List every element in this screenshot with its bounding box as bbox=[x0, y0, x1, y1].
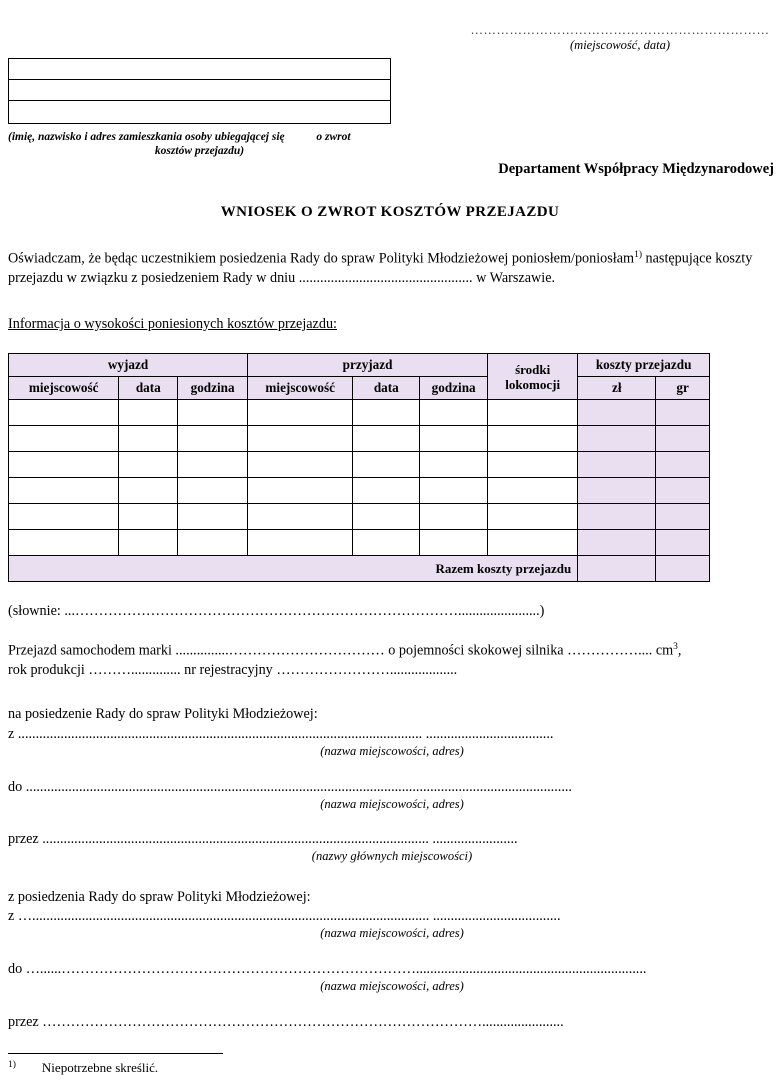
trip-to-from-caption: (nazwa miejscowości, adres) bbox=[320, 744, 464, 758]
table-row[interactable] bbox=[9, 426, 710, 452]
header-srodki-lokomocji: środki lokomocji bbox=[488, 354, 578, 400]
cell-zl[interactable] bbox=[578, 530, 656, 556]
address-caption-line1: (imię, nazwisko i adres zamieszkania osoby ubiegającej się bbox=[8, 131, 285, 143]
cell-godzina-przyjazd[interactable] bbox=[420, 504, 488, 530]
footnote-divider bbox=[8, 1053, 223, 1054]
header-wyjazd: wyjazd bbox=[9, 354, 248, 377]
cell-godzina-przyjazd[interactable] bbox=[420, 452, 488, 478]
cell-miejscowosc-wyjazd[interactable] bbox=[9, 478, 119, 504]
cell-miejscowosc-przyjazd[interactable] bbox=[248, 530, 353, 556]
place-date-dotted-line: …………………………………………………………… bbox=[470, 23, 770, 37]
cell-godzina-przyjazd[interactable] bbox=[420, 400, 488, 426]
statement-text-part1: Oświadczam, że będąc uczestnikiem posiedzenia Rady do spraw Polityki Młodzieżowej poniosłem/poniosłam bbox=[8, 250, 635, 267]
statement-paragraph bbox=[8, 246, 778, 288]
cell-data-wyjazd[interactable] bbox=[119, 426, 178, 452]
cell-gr[interactable] bbox=[656, 478, 710, 504]
trip-from-via-field bbox=[8, 1014, 776, 1032]
cell-srodki-lokomocji[interactable] bbox=[488, 452, 578, 478]
subheader-data-wyjazd: data bbox=[119, 377, 178, 400]
trip-to-from-field bbox=[8, 726, 776, 759]
trip-from-destination-line[interactable]: do …......…………………………………………………………………................................................................. bbox=[8, 961, 647, 977]
trip-to-destination-caption: (nazwa miejscowości, adres) bbox=[320, 797, 464, 811]
table-row[interactable] bbox=[9, 478, 710, 504]
cell-data-wyjazd[interactable] bbox=[119, 530, 178, 556]
header-przyjazd: przyjazd bbox=[248, 354, 488, 377]
place-date-block bbox=[470, 24, 770, 53]
trip-from-origin-caption: (nazwa miejscowości, adres) bbox=[320, 926, 464, 940]
cell-data-przyjazd[interactable] bbox=[353, 530, 420, 556]
cell-miejscowosc-wyjazd[interactable] bbox=[9, 426, 119, 452]
cell-godzina-wyjazd[interactable] bbox=[178, 426, 248, 452]
cell-miejscowosc-przyjazd[interactable] bbox=[248, 504, 353, 530]
cell-miejscowosc-przyjazd[interactable] bbox=[248, 478, 353, 504]
cell-miejscowosc-wyjazd[interactable] bbox=[9, 530, 119, 556]
address-line-1[interactable] bbox=[9, 59, 390, 80]
address-caption-gap-word: o zwrot bbox=[316, 131, 351, 143]
cell-data-wyjazd[interactable] bbox=[119, 478, 178, 504]
trip-to-via-line[interactable]: przez ............................................................................................................. ........................ bbox=[8, 831, 518, 847]
table-row[interactable] bbox=[9, 530, 710, 556]
trip-to-from-line[interactable]: z .................................................................................................................. .................................... bbox=[8, 726, 554, 742]
table-row[interactable] bbox=[9, 504, 710, 530]
total-gr[interactable] bbox=[656, 556, 710, 582]
trip-from-origin-field bbox=[8, 908, 776, 941]
address-caption-line2: kosztów przejazdu) bbox=[154, 145, 245, 157]
table-row[interactable] bbox=[9, 452, 710, 478]
cell-gr[interactable] bbox=[656, 400, 710, 426]
cell-godzina-przyjazd[interactable] bbox=[420, 478, 488, 504]
vehicle-line-2[interactable]: rok produkcji ……….............. nr rejestracyjny ……………………................... bbox=[8, 661, 458, 678]
cell-godzina-wyjazd[interactable] bbox=[178, 530, 248, 556]
footnote-mark: 1) bbox=[8, 1060, 16, 1070]
cell-godzina-wyjazd[interactable] bbox=[178, 400, 248, 426]
cell-gr[interactable] bbox=[656, 504, 710, 530]
cell-zl[interactable] bbox=[578, 478, 656, 504]
cell-miejscowosc-wyjazd[interactable] bbox=[9, 504, 119, 530]
page-title: WNIOSEK O ZWROT KOSZTÓW PRZEJAZDU bbox=[220, 204, 560, 220]
address-line-2[interactable] bbox=[9, 80, 390, 101]
cell-godzina-wyjazd[interactable] bbox=[178, 478, 248, 504]
header-koszty-przejazdu: koszty przejazdu bbox=[578, 354, 710, 377]
subheader-godzina-wyjazd: godzina bbox=[178, 377, 248, 400]
cell-data-wyjazd[interactable] bbox=[119, 504, 178, 530]
statement-text-part2: następujące koszty przejazdu w związku z posiedzeniem Rady w dniu ................................................. w Warszawie. bbox=[8, 250, 753, 286]
footnote-text: Niepotrzebne skreślić. bbox=[41, 1060, 159, 1076]
cell-miejscowosc-wyjazd[interactable] bbox=[9, 452, 119, 478]
footnote bbox=[8, 1060, 158, 1076]
vehicle-line-1a[interactable]: Przejazd samochodem marki ...............…………………………… o pojemności skokowej silnika …………….... cm bbox=[8, 642, 674, 659]
address-line-3[interactable] bbox=[9, 101, 390, 123]
cell-srodki-lokomocji[interactable] bbox=[488, 504, 578, 530]
cell-data-przyjazd[interactable] bbox=[353, 452, 420, 478]
table-row[interactable] bbox=[9, 400, 710, 426]
trip-to-via-caption: (nazwy głównych miejscowości) bbox=[311, 849, 473, 863]
cell-miejscowosc-przyjazd[interactable] bbox=[248, 426, 353, 452]
cell-data-wyjazd[interactable] bbox=[119, 452, 178, 478]
department-label: Departament Współpracy Międzynarodowej bbox=[498, 161, 774, 177]
table-total-row bbox=[9, 556, 710, 582]
table-sub-header-row bbox=[9, 377, 710, 400]
cell-srodki-lokomocji[interactable] bbox=[488, 530, 578, 556]
cell-miejscowosc-przyjazd[interactable] bbox=[248, 452, 353, 478]
subheader-godzina-przyjazd: godzina bbox=[420, 377, 488, 400]
cell-gr[interactable] bbox=[656, 530, 710, 556]
amount-in-words-line[interactable]: (słownie: ...……………………………………………………………………….......................) bbox=[8, 603, 545, 619]
cell-srodki-lokomocji[interactable] bbox=[488, 478, 578, 504]
trip-to-destination-field bbox=[8, 779, 776, 812]
cell-zl[interactable] bbox=[578, 426, 656, 452]
trip-from-heading: z posiedzenia Rady do spraw Polityki Młodzieżowej: bbox=[8, 889, 311, 905]
cell-zl[interactable] bbox=[578, 400, 656, 426]
statement-footnote-mark: 1) bbox=[634, 250, 642, 260]
trip-to-via-field bbox=[8, 831, 776, 864]
total-label: Razem koszty przejazdu bbox=[9, 556, 578, 582]
subheader-miejscowosc-wyjazd: miejscowość bbox=[9, 377, 119, 400]
subheader-data-przyjazd: data bbox=[353, 377, 420, 400]
vehicle-line-1b: , bbox=[677, 642, 682, 659]
trip-to-heading: na posiedzenie Rady do spraw Polityki Młodzieżowej: bbox=[8, 706, 318, 722]
cell-godzina-przyjazd[interactable] bbox=[420, 530, 488, 556]
cell-srodki-lokomocji[interactable] bbox=[488, 426, 578, 452]
cell-data-przyjazd[interactable] bbox=[353, 426, 420, 452]
trip-to-destination-line[interactable]: do .......................................................................................................................................................... bbox=[8, 779, 572, 795]
table-group-header-row bbox=[9, 354, 710, 377]
applicant-address-box[interactable] bbox=[8, 58, 391, 124]
cell-zl[interactable] bbox=[578, 504, 656, 530]
cell-srodki-lokomocji[interactable] bbox=[488, 400, 578, 426]
subheader-gr: gr bbox=[656, 377, 710, 400]
subheader-zl: zł bbox=[578, 377, 656, 400]
cell-data-przyjazd[interactable] bbox=[353, 478, 420, 504]
cell-godzina-wyjazd[interactable] bbox=[178, 452, 248, 478]
trip-from-origin-line[interactable]: z …................................................................................................................ .................................... bbox=[8, 908, 561, 924]
cell-godzina-przyjazd[interactable] bbox=[420, 426, 488, 452]
cell-data-przyjazd[interactable] bbox=[353, 400, 420, 426]
costs-table bbox=[8, 353, 710, 582]
vehicle-details-block bbox=[8, 638, 776, 680]
cell-godzina-wyjazd[interactable] bbox=[178, 504, 248, 530]
cell-gr[interactable] bbox=[656, 452, 710, 478]
cell-zl[interactable] bbox=[578, 452, 656, 478]
cell-data-wyjazd[interactable] bbox=[119, 400, 178, 426]
trip-from-destination-field bbox=[8, 961, 776, 994]
cell-data-przyjazd[interactable] bbox=[353, 504, 420, 530]
subheader-miejscowosc-przyjazd: miejscowość bbox=[248, 377, 353, 400]
cell-miejscowosc-wyjazd[interactable] bbox=[9, 400, 119, 426]
cell-miejscowosc-przyjazd[interactable] bbox=[248, 400, 353, 426]
trip-from-via-line[interactable]: przez …………………………………………………………………………………....................... bbox=[8, 1014, 564, 1030]
applicant-address-caption bbox=[8, 130, 391, 158]
trip-from-destination-caption: (nazwa miejscowości, adres) bbox=[320, 979, 464, 993]
vehicle-unit-exponent: 3 bbox=[673, 642, 678, 652]
cell-gr[interactable] bbox=[656, 426, 710, 452]
total-zl[interactable] bbox=[578, 556, 656, 582]
place-date-caption: (miejscowość, data) bbox=[570, 38, 670, 52]
costs-info-heading: Informacja o wysokości poniesionych kosztów przejazdu: bbox=[8, 316, 337, 332]
